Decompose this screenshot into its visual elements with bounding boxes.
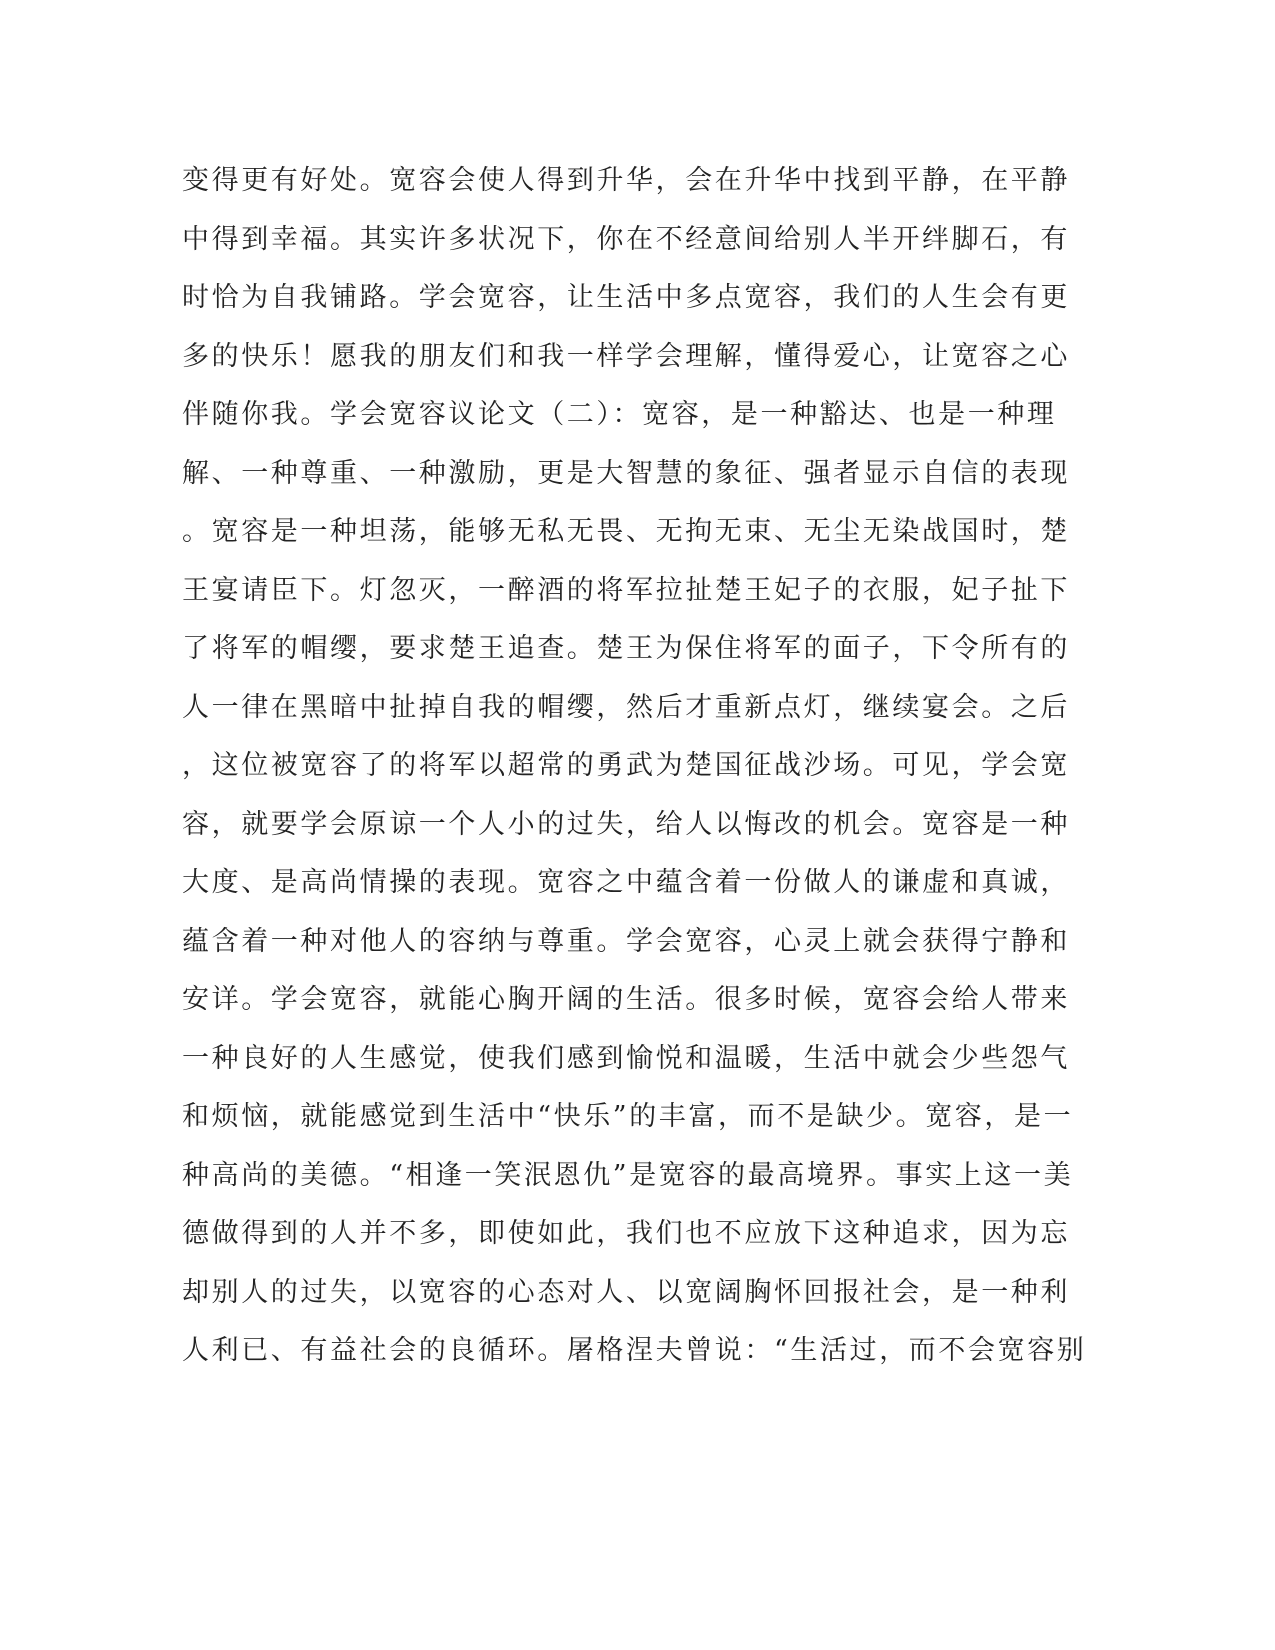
text-line: 解、一种尊重、一种激励，更是大智慧的象征、强者显示自信的表现 [182,457,1070,489]
text-line: 多的快乐！愿我的朋友们和我一样学会理解，懂得爱心，让宽容之心 [182,340,1070,372]
text-line: 变得更有好处。宽容会使人得到升华，会在升华中找到平静，在平静 [182,165,1070,196]
text-line: 容，就要学会原谅一个人小的过失，给人以悔改的机会。宽容是一种 [182,808,1070,840]
text-line: 伴随你我。学会宽容议论文（二）：宽容，是一种豁达、也是一种理 [182,399,1057,430]
text-line: 时恰为自我铺路。学会宽容，让生活中多点宽容，我们的人生会有更 [182,282,1070,313]
text-line: 人利已、有益社会的良循环。屠格涅夫曾说：“生活过，而不会宽容别 [182,1335,1087,1366]
text-line: 王宴请臣下。灯忽灭，一醉酒的将军拉扯楚王妃子的衣服，妃子扯下 [182,574,1070,606]
text-line: 和烦恼，就能感觉到生活中“快乐”的丰富，而不是缺少。宽容，是一 [182,1101,1074,1132]
text-line: 安详。学会宽容，就能心胸开阔的生活。很多时候，宽容会给人带来 [182,984,1070,1015]
text-line: 中得到幸福。其实许多状况下，你在不经意间给别人半开绊脚石，有 [182,223,1070,255]
text-line: 人一律在黑暗中扯掉自我的帽缨，然后才重新点灯，继续宴会。之后 [182,691,1070,723]
text-line: 一种良好的人生感觉，使我们感到愉悦和温暖，生活中就会少些怨气 [182,1042,1070,1074]
body-text [182,162,1087,1391]
text-line: 大度、是高尚情操的表现。宽容之中蕴含着一份做人的谦虚和真诚， [182,867,1070,898]
text-line: ，这位被宽容了的将军以超常的勇武为楚国征战沙场。可见，学会宽 [182,750,1070,781]
text-line: 却别人的过失，以宽容的心态对人、以宽阔胸怀回报社会，是一种利 [182,1276,1070,1308]
text-line: 蕴含着一种对他人的容纳与尊重。学会宽容，心灵上就会获得宁静和 [182,925,1070,957]
text-line: 种高尚的美德。“相逢一笑泯恩仇”是宽容的最高境界。事实上这一美 [182,1159,1074,1191]
text-line: 了将军的帽缨，要求楚王追查。楚王为保住将军的面子，下令所有的 [182,633,1070,664]
text-line: 德做得到的人并不多，即使如此，我们也不应放下这种追求，因为忘 [182,1218,1070,1249]
text-line: 。宽容是一种坦荡，能够无私无畏、无拘无束、无尘无染战国时，楚 [182,516,1070,547]
